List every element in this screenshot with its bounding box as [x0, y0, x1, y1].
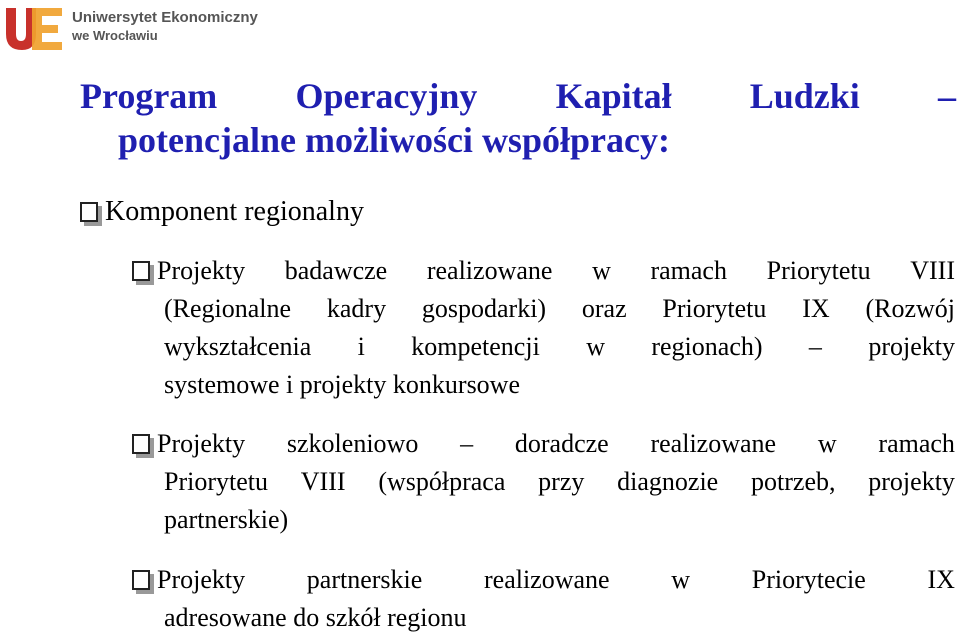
bullet-line [132, 252, 955, 290]
bullet-word: w [586, 332, 605, 361]
bullet-start [132, 252, 245, 290]
bullet-word: ramach [650, 256, 727, 285]
bullet-word: systemowe i projekty konkursowe [164, 370, 521, 399]
title-word: – [937, 76, 956, 116]
ue-logo-mark-icon [2, 2, 66, 54]
title-line-1 [80, 74, 956, 118]
bullet-start [132, 561, 245, 599]
bullet-word: partnerskie [306, 565, 423, 594]
bullet-word: realizowane [484, 565, 610, 594]
bullet-line [132, 561, 955, 599]
bullet-level-1-text: Komponent regionalny [105, 196, 364, 227]
title-word: Program [80, 76, 218, 116]
bullet-word: realizowane [650, 429, 777, 458]
university-logo [2, 0, 262, 56]
bullet-level-1 [80, 193, 364, 231]
title-word: Ludzki [749, 76, 860, 116]
checkbox-square-icon [132, 261, 150, 281]
bullet-word: wykształcenia [164, 332, 312, 361]
bullet-word: regionach) [651, 332, 763, 361]
logo-city: we Wrocławiu [72, 28, 158, 43]
bullet-word: – [808, 332, 822, 361]
bullet-line [132, 599, 955, 637]
bullet-word: Projekty [157, 429, 246, 458]
bullet-word: adresowane do szkół regionu [164, 603, 467, 632]
bullet-word: Priorytetu [164, 467, 268, 496]
checkbox-square-icon [80, 202, 98, 222]
bullet-word: VIII [300, 467, 346, 496]
bullet-word: projekty [868, 467, 955, 496]
bullet-word: gospodarki) [421, 294, 547, 323]
bullet-line [132, 366, 955, 404]
bullet-word: Projekty [157, 565, 246, 594]
bullet-word: Priorytecie [751, 565, 866, 594]
bullet-word: (Regionalne [164, 294, 292, 323]
bullet-word: i [357, 332, 365, 361]
bullet-word: w [817, 429, 837, 458]
bullet-word: VIII [910, 256, 955, 285]
bullet-word: przy [538, 467, 585, 496]
title-word: Operacyjny [295, 76, 478, 116]
bullet-word: badawcze [284, 256, 388, 285]
bullet-word: doradcze [514, 429, 609, 458]
bullet-line [132, 328, 955, 366]
bullet-word: kompetencji [411, 332, 540, 361]
slide-title [80, 74, 956, 162]
logo-university-name: Uniwersytet Ekonomiczny [72, 9, 258, 26]
checkbox-square-icon [132, 570, 150, 590]
bullet-word: Priorytetu [662, 294, 767, 323]
bullet-item-2 [132, 425, 955, 539]
bullet-item-3 [132, 561, 955, 637]
bullet-word: – [460, 429, 474, 458]
bullet-word: partnerskie) [164, 505, 289, 534]
bullet-start [132, 425, 245, 463]
bullet-word: w [671, 565, 691, 594]
bullet-word: IX [802, 294, 830, 323]
bullet-word: IX [927, 565, 955, 594]
bullet-word: realizowane [426, 256, 553, 285]
title-word: Kapitał [555, 76, 672, 116]
bullet-word: ramach [878, 429, 955, 458]
bullet-word: Priorytetu [766, 256, 871, 285]
bullet-line [132, 425, 955, 463]
checkbox-square-icon [132, 434, 150, 454]
bullet-line [132, 290, 955, 328]
bullet-word: diagnozie [617, 467, 719, 496]
bullet-word: Projekty [157, 256, 246, 285]
bullet-word: kadry [326, 294, 387, 323]
bullet-word: oraz [581, 294, 627, 323]
bullet-word: (Rozwój [865, 294, 955, 323]
bullet-item-1 [132, 252, 955, 404]
bullet-word: szkoleniowo [286, 429, 419, 458]
bullet-word: (współpraca [378, 467, 506, 496]
bullet-word: projekty [868, 332, 955, 361]
bullet-line [132, 463, 955, 501]
bullet-word: w [592, 256, 611, 285]
bullet-word: potrzeb, [751, 467, 836, 496]
bullet-line [132, 501, 955, 539]
title-line-2: potencjalne możliwości współpracy: [118, 120, 670, 160]
